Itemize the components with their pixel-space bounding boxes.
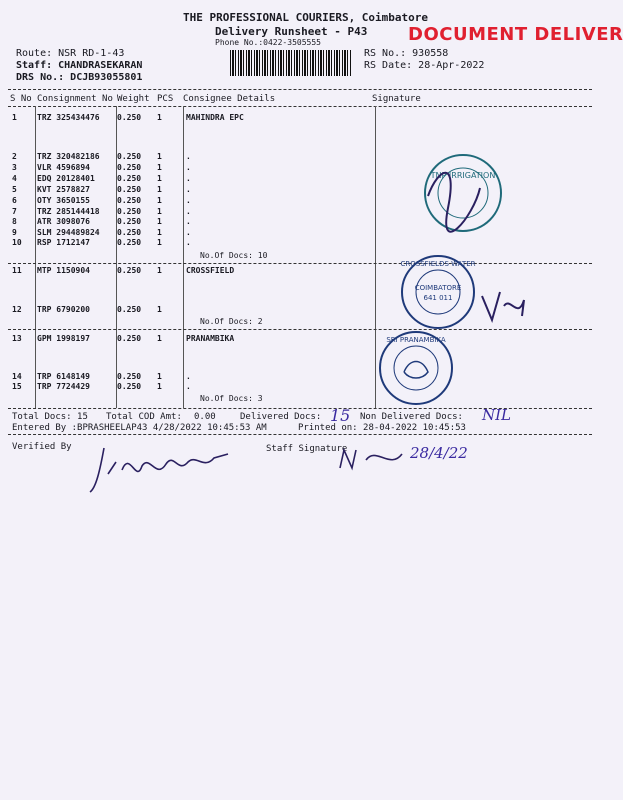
cell-pcs: 1 [157,163,162,172]
cell-wt: 0.250 [117,228,142,237]
column-header: Consignment No [37,94,113,104]
cell-pcs: 1 [157,174,162,183]
cell-pcs: 1 [157,238,162,247]
delivered-docs-handwritten: 15 [330,406,351,425]
cell-sno: 8 [12,217,17,226]
cell-wt: 0.250 [117,185,142,194]
non-delivered-handwritten: NIL [482,406,512,424]
cell-pcs: 1 [157,372,162,381]
cell-wt: 0.250 [117,113,142,122]
phone-number: Phone No.:0422-3505555 [215,38,321,47]
cell-sno: 1 [12,113,17,122]
route: Route: NSR RD-1-43 [16,48,125,59]
footer-rule [8,434,592,435]
staff-signature-label: Staff Signature [266,444,348,454]
cell-cons: RSP 1712147 [37,238,90,247]
cell-cons: TRZ 325434476 [37,113,100,122]
column-header: Weight [117,94,150,104]
handwritten-signature [478,286,538,326]
cell-consignee: . [186,174,191,183]
cell-pcs: 1 [157,266,162,275]
cell-consignee: . [186,228,191,237]
seal1-text: TNP IRRIGATION [430,171,496,180]
total-docs: Total Docs: 15 [12,412,88,422]
cell-cons: KVT 2578827 [37,185,90,194]
seal2-pin-text: 641 011 [423,294,453,302]
printed-on: Printed on: 28-04-2022 10:45:53 [298,423,466,433]
cell-sno: 6 [12,196,17,205]
staff: Staff: CHANDRASEKARAN [16,60,143,71]
cell-cons: TRZ 285144418 [37,207,100,216]
column-header: PCS [157,94,174,104]
group-doc-count: No.Of Docs: 2 [200,317,263,326]
cell-pcs: 1 [157,217,162,226]
cell-wt: 0.250 [117,372,142,381]
table-top-rule [8,89,592,90]
cell-cons: MTP 1150904 [37,266,90,275]
cell-sno: 9 [12,228,17,237]
cell-wt: 0.250 [117,163,142,172]
cell-pcs: 1 [157,382,162,391]
cell-cons: TRP 6148149 [37,372,90,381]
total-cod-value: 0.00 [194,412,216,422]
cell-consignee: MAHINDRA EPC [186,113,244,122]
document-delivered-stamp: DOCUMENT DELIVER [408,24,623,45]
cell-pcs: 1 [157,228,162,237]
signature-date: 28/4/22 [410,444,468,462]
pranambika-seal-stamp [376,328,456,408]
cell-sno: 3 [12,163,17,172]
irrigation-seal-stamp [418,148,508,238]
cell-consignee: CROSSFIELD [186,266,235,275]
cell-wt: 0.250 [117,238,142,247]
cell-wt: 0.250 [117,207,142,216]
group-separator [8,263,592,264]
cell-consignee: PRANAMBIKA [186,334,235,343]
cell-pcs: 1 [157,305,162,314]
delivered-docs-label: Delivered Docs: [240,412,322,422]
seal2-top-text: CROSSFIELDS WATER [400,260,476,268]
cell-cons: OTY 3650155 [37,196,90,205]
cell-wt: 0.250 [117,266,142,275]
rs-date: RS Date: 28-Apr-2022 [364,60,485,71]
barcode [230,50,352,76]
cell-cons: TRP 6790200 [37,305,90,314]
cell-wt: 0.250 [117,305,142,314]
staff-signature-mark [336,440,406,476]
cell-cons: GPM 1998197 [37,334,90,343]
column-divider [35,106,36,408]
cell-consignee: . [186,217,191,226]
cell-sno: 14 [12,372,22,381]
cell-sno: 7 [12,207,17,216]
group-separator [8,329,592,330]
cell-sno: 10 [12,238,22,247]
cell-sno: 11 [12,266,22,275]
seal3-text: SRI PRANAMBIKA [386,336,446,344]
cell-consignee: . [186,185,191,194]
entered-by: Entered By :BPRASHEELAP43 4/28/2022 10:45:53 AM [12,423,267,433]
column-header: Consignee Details [183,94,276,104]
non-delivered-docs-label: Non Delivered Docs: [360,412,463,422]
crossfields-seal-stamp [398,252,478,332]
cell-sno: 2 [12,152,17,161]
cell-cons: SLM 294489824 [37,228,100,237]
column-divider [183,106,184,408]
verified-by-label: Verified By [12,442,72,452]
verifier-signature [86,440,236,500]
cell-pcs: 1 [157,185,162,194]
cell-cons: ATR 3098076 [37,217,90,226]
cell-wt: 0.250 [117,382,142,391]
cell-wt: 0.250 [117,217,142,226]
group-doc-count: No.Of Docs: 3 [200,394,263,403]
cell-pcs: 1 [157,196,162,205]
cell-cons: TRP 7724429 [37,382,90,391]
seal2-mid-text: COIMBATORE [414,284,462,292]
cell-pcs: 1 [157,207,162,216]
cell-consignee: . [186,238,191,247]
rs-number: RS No.: 930558 [364,48,449,59]
runsheet-title: Delivery Runsheet - P43 [215,25,368,38]
cell-consignee: . [186,163,191,172]
cell-consignee: . [186,372,191,381]
column-header: S No [10,94,32,104]
drs-number: DRS No.: DCJB93055801 [16,72,143,83]
cell-sno: 13 [12,334,22,343]
cell-sno: 12 [12,305,22,314]
column-header: Signature [372,94,421,104]
cell-wt: 0.250 [117,334,142,343]
cell-consignee: . [186,382,191,391]
cell-consignee: . [186,152,191,161]
cell-pcs: 1 [157,334,162,343]
group-doc-count: No.Of Docs: 10 [200,251,268,260]
cell-sno: 4 [12,174,17,183]
cell-sno: 5 [12,185,17,194]
cell-wt: 0.250 [117,196,142,205]
cell-wt: 0.250 [117,152,142,161]
total-cod-label: Total COD Amt: [106,412,182,422]
cell-cons: EDQ 20128401 [37,174,95,183]
cell-cons: VLR 4596894 [37,163,90,172]
company-title: THE PROFESSIONAL COURIERS, Coimbatore [183,11,429,24]
cell-consignee: . [186,196,191,205]
cell-pcs: 1 [157,152,162,161]
cell-consignee: . [186,207,191,216]
cell-wt: 0.250 [117,174,142,183]
header-bottom-rule [8,106,592,107]
cell-cons: TRZ 320482186 [37,152,100,161]
cell-sno: 15 [12,382,22,391]
cell-pcs: 1 [157,113,162,122]
